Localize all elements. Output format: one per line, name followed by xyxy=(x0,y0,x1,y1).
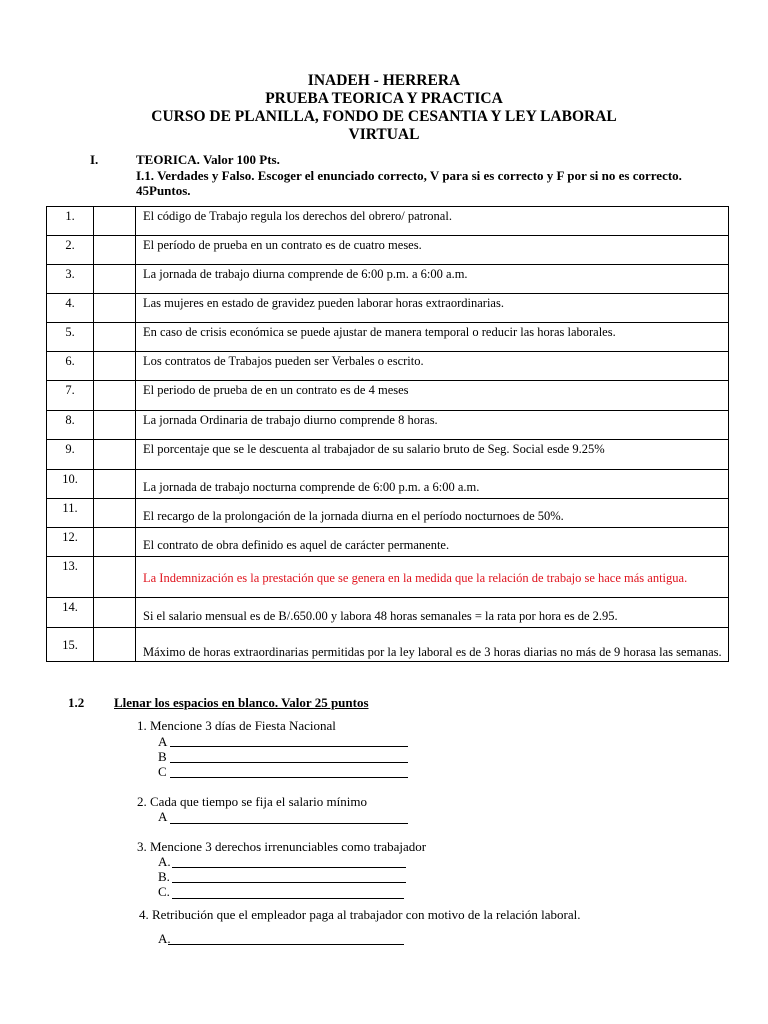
table-row xyxy=(47,598,729,628)
item-number: 6. xyxy=(47,352,94,381)
answer-cell[interactable] xyxy=(94,557,136,598)
question-2: 2. Cada que tiempo se fija el salario mínimo xyxy=(137,794,367,809)
section-theory-title: TEORICA. Valor 100 Pts. xyxy=(136,152,280,167)
answer-cell[interactable] xyxy=(94,598,136,628)
statement-text: El contrato de obra definido es aquel de carácter permanente. xyxy=(136,528,729,557)
answer-blank-3c[interactable] xyxy=(172,898,404,899)
item-number: 4. xyxy=(47,294,94,323)
statement-text: Los contratos de Trabajos pueden ser Verbales o escrito. xyxy=(136,352,729,381)
answer-label-4a: A. xyxy=(158,931,171,946)
statement-text: El porcentaje que se le descuenta al trabajador de su salario bruto de Seg. Social esde 9.25% xyxy=(136,440,729,470)
answer-cell[interactable] xyxy=(94,440,136,470)
statement-text: Si el salario mensual es de B/.650.00 y labora 48 horas semanales = la rata por hora es de 2.95. xyxy=(136,598,729,628)
answer-cell[interactable] xyxy=(94,499,136,528)
table-row xyxy=(47,236,729,265)
answer-label-1b: B xyxy=(158,749,167,764)
statement-text: Las mujeres en estado de gravidez pueden laborar horas extraordinarias. xyxy=(136,294,729,323)
statement-text: En caso de crisis económica se puede ajustar de manera temporal o reducir las horas laborales. xyxy=(136,323,729,352)
question-4: 4. Retribución que el empleador paga al trabajador con motivo de la relación laboral. xyxy=(139,907,581,922)
item-number: 1. xyxy=(47,207,94,236)
answer-label-1a: A xyxy=(158,734,168,749)
answer-blank-1a[interactable] xyxy=(170,746,408,747)
item-number: 7. xyxy=(47,381,94,411)
answer-cell[interactable] xyxy=(94,323,136,352)
table-row xyxy=(47,528,729,557)
answer-label-2a: A xyxy=(158,809,168,824)
answer-label-3b: B. xyxy=(158,869,170,884)
item-number: 10. xyxy=(47,470,94,499)
table-row xyxy=(47,440,729,470)
statement-text: La jornada Ordinaria de trabajo diurno comprende 8 horas. xyxy=(136,411,729,440)
statement-text: La jornada de trabajo diurna comprende de 6:00 p.m. a 6:00 a.m. xyxy=(136,265,729,294)
statement-text: La jornada de trabajo nocturna comprende de 6:00 p.m. a 6:00 a.m. xyxy=(136,470,729,499)
answer-cell[interactable] xyxy=(94,381,136,411)
answer-cell[interactable] xyxy=(94,470,136,499)
item-number: 3. xyxy=(47,265,94,294)
answer-cell[interactable] xyxy=(94,207,136,236)
item-number: 11. xyxy=(47,499,94,528)
answer-label-3a: A. xyxy=(158,854,171,869)
item-number: 13. xyxy=(47,557,94,598)
table-row xyxy=(47,323,729,352)
true-false-table xyxy=(46,206,729,662)
answer-cell[interactable] xyxy=(94,265,136,294)
table-row xyxy=(47,499,729,528)
table-row xyxy=(47,628,729,662)
section-roman-numeral: I. xyxy=(90,152,99,167)
section-number: 1.2 xyxy=(68,695,85,710)
item-number: 15. xyxy=(47,628,94,662)
answer-cell[interactable] xyxy=(94,236,136,265)
statement-text: La Indemnización es la prestación que se genera en la medida que la relación de trabajo se hace más antigua. xyxy=(136,557,729,598)
question-3: 3. Mencione 3 derechos irrenunciables como trabajador xyxy=(137,839,427,854)
statement-text: El código de Trabajo regula los derechos del obrero/ patronal. xyxy=(136,207,729,236)
title-institution: INADEH - HERRERA xyxy=(307,72,461,89)
statement-text: El período de prueba en un contrato es de cuatro meses. xyxy=(136,236,729,265)
answer-cell[interactable] xyxy=(94,628,136,662)
answer-blank-1c[interactable] xyxy=(170,777,408,778)
table-row xyxy=(47,411,729,440)
section-theory-instructions: I.1. Verdades y Falso. Escoger el enunciado correcto, V para si es correcto y F por si no es correcto. 45Puntos. xyxy=(136,167,682,198)
title-modality: VIRTUAL xyxy=(348,126,420,143)
answer-blank-2a[interactable] xyxy=(170,823,408,824)
answer-label-1c: C xyxy=(158,764,167,779)
table-row xyxy=(47,470,729,499)
answer-cell[interactable] xyxy=(94,528,136,557)
section-fill-blanks-title: Llenar los espacios en blanco. Valor 25 puntos xyxy=(114,695,369,710)
item-number: 12. xyxy=(47,528,94,557)
title-course: CURSO DE PLANILLA, FONDO DE CESANTIA Y LEY LABORAL xyxy=(151,108,617,125)
item-number: 14. xyxy=(47,598,94,628)
table-row xyxy=(47,265,729,294)
table-row xyxy=(47,352,729,381)
answer-blank-3b[interactable] xyxy=(172,882,406,883)
statement-text: El recargo de la prolongación de la jornada diurna en el período nocturnoes de 50%. xyxy=(136,499,729,528)
answer-cell[interactable] xyxy=(94,411,136,440)
statement-text: El periodo de prueba de en un contrato es de 4 meses xyxy=(136,381,729,411)
item-number: 9. xyxy=(47,440,94,470)
item-number: 5. xyxy=(47,323,94,352)
answer-blank-4a[interactable] xyxy=(168,944,404,945)
document-title xyxy=(0,72,768,144)
statement-text: Máximo de horas extraordinarias permitidas por la ley laboral es de 3 horas diarias no más de 9 horasa las semanas. xyxy=(136,628,729,662)
answer-blank-3a[interactable] xyxy=(172,867,406,868)
answer-cell[interactable] xyxy=(94,294,136,323)
answer-label-3c: C. xyxy=(158,884,170,899)
table-row xyxy=(47,381,729,411)
table-row xyxy=(47,557,729,598)
answer-blank-1b[interactable] xyxy=(170,762,408,763)
title-test: PRUEBA TEORICA Y PRACTICA xyxy=(265,90,503,107)
item-number: 2. xyxy=(47,236,94,265)
table-row xyxy=(47,294,729,323)
item-number: 8. xyxy=(47,411,94,440)
table-row xyxy=(47,207,729,236)
question-1: 1. Mencione 3 días de Fiesta Nacional xyxy=(137,718,336,733)
answer-cell[interactable] xyxy=(94,352,136,381)
